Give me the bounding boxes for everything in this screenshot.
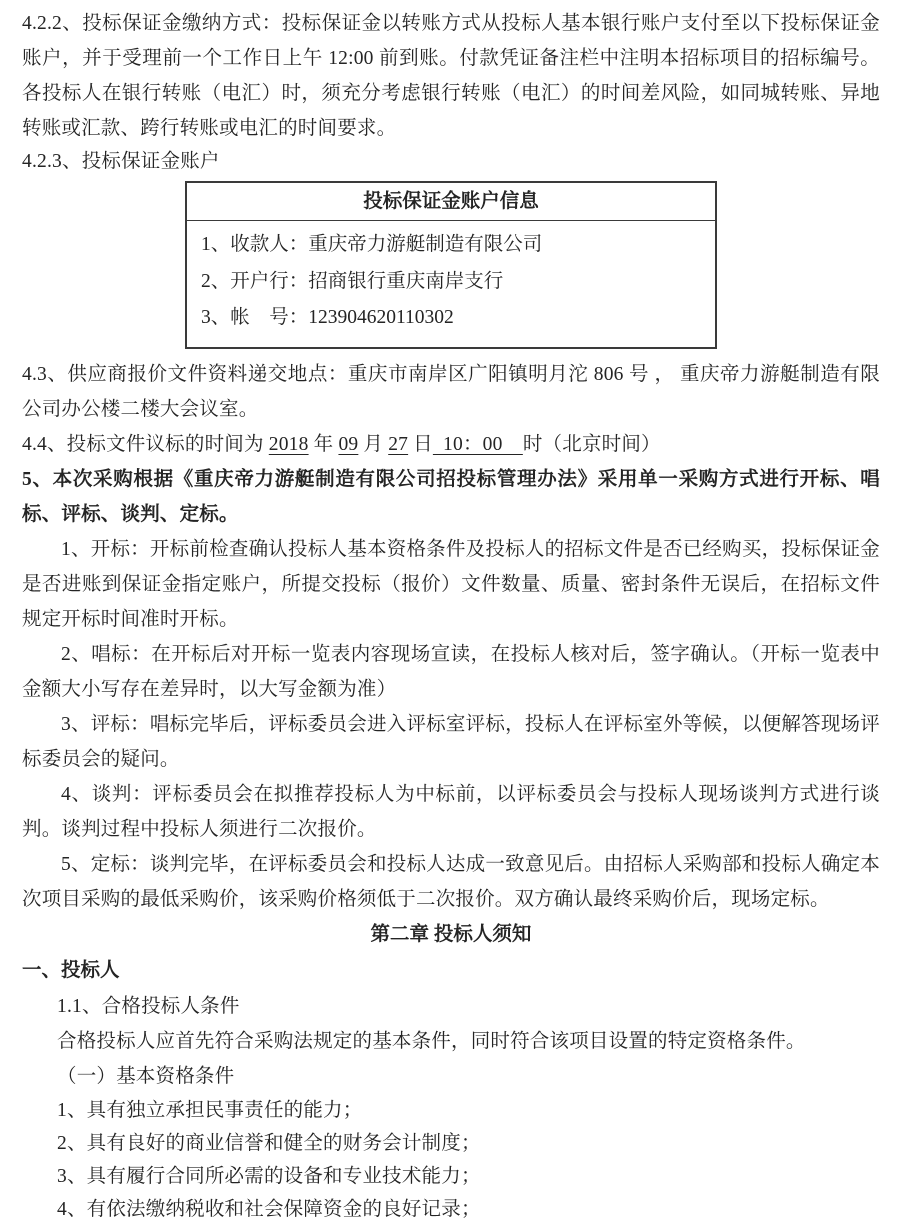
step-tanpan: 4、谈判：评标委员会在拟推荐投标人为中标前，以评标委员会与投标人现场谈判方式进行谈判。谈判过程中投标人须进行二次报价。 bbox=[22, 783, 880, 840]
step-kaibiao: 1、开标：开标前检查确认投标人基本资格条件及投标人的招标文件是否已经购买，投标保证金是否进账到保证金指定账户，所提交投标（报价）文件数量、质量、密封条件无误后，在招标文件规定开标时间准时开标。 bbox=[22, 538, 880, 630]
paragraph-5: 5、本次采购根据《重庆帝力游艇制造有限公司招投标管理办法》采用单一采购方式进行开标、唱标、评标、谈判、定标。 bbox=[22, 468, 880, 525]
basic-item-3: 3、具有履行合同所必需的设备和专业技术能力； bbox=[57, 1165, 481, 1187]
step-dingbiao: 5、定标：谈判完毕，在评标委员会和投标人达成一致意见后。由招标人采购部和投标人确定本次项目采购的最低采购价，该采购价格须低于二次报价。双方确认最终采购价后，现场定标。 bbox=[22, 853, 880, 910]
para-4-4-suffix: 时（北京时间） bbox=[522, 433, 661, 455]
section-1-bidder-heading: 一、投标人 bbox=[22, 959, 120, 981]
basic-item-4: 4、有依法缴纳税收和社会保障资金的良好记录； bbox=[57, 1198, 481, 1220]
bid-time-value: 10：00 bbox=[432, 433, 523, 455]
paragraph-4-2-3-heading: 4.2.3、投标保证金账户 bbox=[22, 151, 220, 172]
deposit-table-row-account: 3、帐 号：123904620110302 bbox=[201, 307, 454, 328]
paragraph-4-3: 4.3、供应商报价文件资料递交地点：重庆市南岸区广阳镇明月沱 806 号 ， 重庆帝力游艇制造有限公司办公楼二楼大会议室。 bbox=[22, 363, 880, 420]
paragraph-4-4 bbox=[22, 427, 880, 462]
paragraph-4-2-2: 4.2.2、投标保证金缴纳方式：投标保证金以转账方式从投标人基本银行账户支付至以下投标保证金账户，并于受理前一个工作日上午 12:00 前到账。付款凭证备注栏中注明本招标项目的招标编号。各投标人在银行转账（电汇）时，须充分考虑银行转账（电汇）的时间差风险，如同城转账、异地转账或汇款、跨行转账或电汇的时间要求。 bbox=[22, 13, 880, 139]
step-pingbiao: 3、评标：唱标完毕后，评标委员会进入评标室评标，投标人在评标室外等候，以便解答现场评标委员会的疑问。 bbox=[22, 713, 880, 770]
para-4-4-prefix: 4.4、投标文件议标的时间为 bbox=[22, 433, 269, 455]
deposit-table-body bbox=[187, 221, 715, 347]
bid-year-value: 2018 bbox=[268, 433, 309, 455]
chapter-2-title: 第二章 投标人须知 bbox=[370, 923, 532, 945]
subsection-1-1-heading: 1.1、合格投标人条件 bbox=[57, 995, 240, 1017]
basic-item-1: 1、具有独立承担民事责任的能力； bbox=[57, 1099, 363, 1121]
para-4-4-day-label: 日 bbox=[408, 433, 433, 455]
basic-qualification-heading: （一）基本资格条件 bbox=[57, 1065, 235, 1087]
step-changbiao: 2、唱标：在开标后对开标一览表内容现场宣读，在投标人核对后，签字确认。（开标一览表中金额大小写存在差异时，以大写金额为准） bbox=[22, 643, 880, 700]
basic-item-2: 2、具有良好的商业信誉和健全的财务会计制度； bbox=[57, 1132, 481, 1154]
bid-month-value: 09 bbox=[338, 433, 359, 455]
deposit-table-row-bank: 2、开户行：招商银行重庆南岸支行 bbox=[201, 270, 504, 292]
para-4-4-year-label: 年 bbox=[308, 433, 339, 455]
para-4-4-month-label: 月 bbox=[358, 433, 389, 455]
bid-day-value: 27 bbox=[388, 433, 409, 455]
paragraph-qualified-bidder: 合格投标人应首先符合采购法规定的基本条件，同时符合该项目设置的特定资格条件。 bbox=[57, 1030, 806, 1052]
deposit-table-row-payee: 1、收款人：重庆帝力游艇制造有限公司 bbox=[201, 234, 543, 255]
deposit-table-title: 投标保证金账户信息 bbox=[187, 183, 715, 221]
deposit-account-table bbox=[185, 181, 717, 349]
